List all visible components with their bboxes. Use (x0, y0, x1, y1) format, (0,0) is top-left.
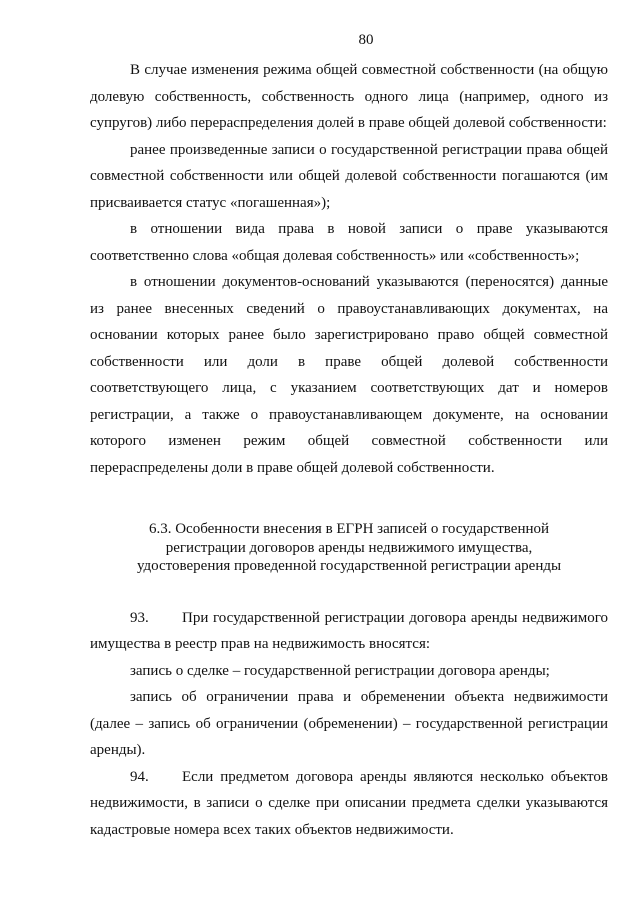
document-page (90, 0, 608, 905)
numbered-item-93 (90, 605, 608, 658)
paragraph-right-type: в отношении вида права в новой записи о праве указываются соответственно слова «общая долевая собственность» или «собственность»; (90, 221, 608, 264)
document-body (90, 57, 608, 843)
item-number: 93. (130, 609, 149, 626)
paragraph-records-cancelled: ранее произведенные записи о государственной регистрации права общей совместной собственности или общей долевой собственности погашаются (им присваивается статус «погашенная»); (90, 141, 608, 211)
item-number: 94. (130, 768, 149, 785)
item-text: Если предметом договора аренды являются несколько объектов недвижимости, в записи о сделке при описании предмета сделки указываются кадастровые номера всех таких объектов недвижимости. (90, 768, 608, 838)
paragraph-encumbrance-record: запись об ограничении права и обременении объекта недвижимости (далее – запись об ограничении (обременении) – государственной регистрации аренды). (90, 689, 608, 758)
section-heading-line-3: удостоверения проведенной государственной регистрации аренды (136, 558, 562, 574)
paragraph-documents-basis: в отношении документов-оснований указываются (переносятся) данные из ранее внесенных сведений о правоустанавливающих документах, на основании которых ранее было зарегистрировано право общей совместной собственности или доли в праве общей долевой собственности соответствующего лица, с указанием соответствующих дат и номеров регистрации, а также о правоустанавливающем документе, на основании которого изменен режим общей совместной собственности или перераспределены доли в праве общей долевой собственности. (90, 274, 608, 476)
page-number: 80 (358, 32, 374, 48)
paragraph-deal-record: запись о сделке – государственной регистрации договора аренды; (130, 662, 550, 679)
section-heading-line-2: регистрации договоров аренды недвижимого имущества, (165, 539, 533, 556)
section-heading-line-1: 6.3. Особенности внесения в ЕГРН записей о государственной (148, 521, 550, 537)
section-heading (90, 520, 608, 576)
numbered-item-94 (90, 764, 608, 844)
item-text: При государственной регистрации договора аренды недвижимого имущества в реестр прав на недвижимость вносятся: (90, 609, 608, 652)
paragraph-intro: В случае изменения режима общей совместной собственности (на общую долевую собственность, собственность одного лица (например, одного из супругов) либо перераспределения долей в праве общей долевой собственности: (90, 62, 608, 131)
